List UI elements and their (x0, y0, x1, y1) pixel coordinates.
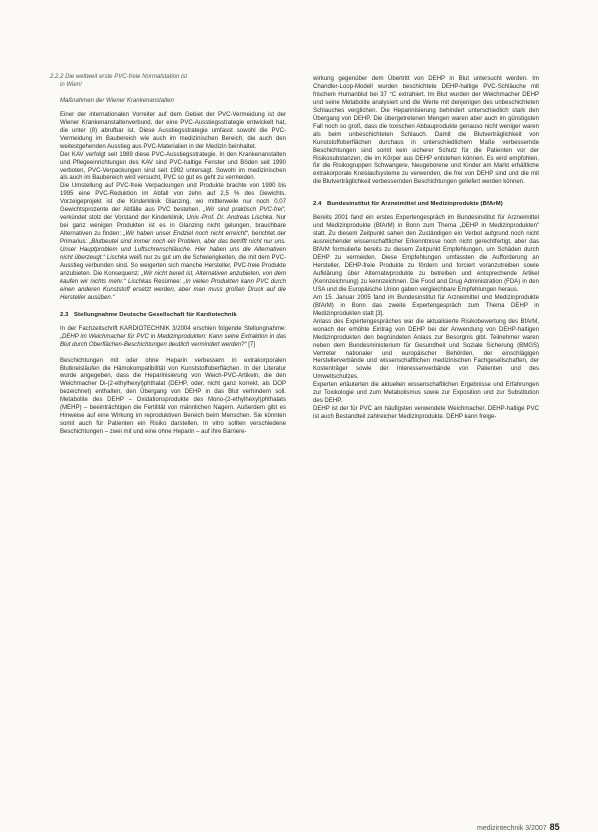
body-paragraph: Beschichtungen mit oder ohne Heparin verbessern in extrakorporalen Blutkreisläufen die Hämokompatibilität von Kunststoffoberflächen. In der Literatur wurde angegeben, dass die Heparinisierung von Weich-PVC-Artikeln, die den Weichmacher Di-(2-ethylhexyl)phthalat (DEHP, oder, nicht ganz korrekt, als DOP bezeichnet) enthalten, den Übergang von DEHP in das Blut verhindern soll. Metabolite des DEHP – Oxidationsprodukte des Mono-(2-ethylhexyl)phthalats (MEHP) – beeinträchtigen die Fertilität von männlichen Nagern. Außerdem gibt es Hinweise auf eine Wirkung im reproduktiven Bereich beim Menschen. Sie könnten somit auch für Patienten ein Risiko darstellen. In vitro sollten verschiedene Beschichtungen – zwei mit und eine ohne Heparin – auf ihre Barriere- (60, 357, 286, 436)
person-name: Univ.-Prof. Dr. Andreas Lischka (186, 215, 273, 222)
text-run: verkündet stolz der Vorstand der Kinderklinik, (60, 215, 187, 222)
section-2-4-heading (313, 201, 539, 209)
left-column (50, 74, 287, 437)
text-run: . Nur bei ganz wenigen Produkten ist es in Glanzing nicht gelungen, brauchbare Alternativen zu finden: (60, 215, 286, 238)
person-name: Lischka (106, 255, 128, 262)
reference: [7] (246, 341, 255, 348)
section-number: 2.4 (313, 201, 322, 208)
body-paragraph: Experten erläuterten die aktuellen wissenschaftlichen Ergebnisse und Erfahrungen zur Toxikologie und zum Metabolismus sowie zur Exposition und zur Substitution des DEHP. (313, 382, 539, 405)
quote: „Wir sind praktisch PVC-frei“, (203, 207, 286, 214)
page-number: 85 (549, 822, 560, 832)
text-run: Resümee: (151, 278, 184, 285)
body-paragraph-with-quotes (60, 183, 286, 302)
text-run: Die Umstellung auf PVC-freie Verpackungen und Produkte brachte von 1990 bis 1995 eine PVC-Reduktion im Abfall von zehn auf 2,5 % des Gewichts. Vorzeigeprojekt ist die Kinderklinik Glanzing, wo mittlerweile nur noch 0,07 Gewichtsprozente der Abfälle aus PVC bestehen. (60, 183, 286, 214)
text-run: weiß nur zu gut um die Schwierigkeiten, die mit dem PVC-Ausstieg verbunden sind. So weigerten sich manche Hersteller, PVC-freie Produkte anzubieten. Die Konsequenz: (60, 255, 287, 277)
section-2-2-2-heading-line1: 2.2.2 Die weltweit erste PVC-freie Normalstation ist (50, 74, 188, 80)
person-name: Lischkas (127, 278, 152, 285)
quote: „Wir nicht bereit ist, Alternativen anzubieten, von dem kaufen wir nichts mehr.“ (60, 270, 286, 285)
journal-name: medizintechnik 3/2007 (477, 825, 547, 832)
body-paragraph: Am 15. Januar 2005 fand im Bundesinstitut für Arzneimittel und Medizinprodukte (BfArM) in Bonn das zweite Expertengespräch zum Thema DEHP in Medizinprodukten statt [3]. (313, 294, 539, 317)
quote: „In vielen Produkten kann PVC durch einen anderen Kunststoff ersetzt werden, aber man muss großen Druck auf die Hersteller ausüben.“ (60, 278, 287, 301)
text-run: In der Fachzeitschrift KARDIOTECHNIK 3/2004 erschien folgende Stellungnahme: (60, 325, 286, 332)
section-2-2-2-heading-line2: in Wien! (60, 81, 82, 88)
body-paragraph: Der KAV verfolgt seit 1989 diese PVC-Ausstiegsstrategie. In den Krankenanstalten und Pflegeeinrichtungen des KAV sind PVC-haltige Fenster und Böden seit 1990 verboten, PVC-Verpackungen sind seit 1992 untersagt. Sowohl im medizinischen als auch im Baubereich wird versucht, PVC so gut es geht zu vermeiden. (60, 151, 286, 182)
page-footer (477, 822, 560, 832)
body-paragraph: wirkung gegenüber dem Übertritt von DEHP in Blut untersucht werden. Im Chandler-Loop-Modell wurden beschichtete DEHP-haltige PVC-Schläuche mit frischem Humanblut bei 37 °C extrahiert. Im Blut wurden der Weichmacher DEHP und seine Metabolite analysiert und die Werte mit denjenigen des unbeschichteten Schlauches verglichen. Die Heparinisierung behindert unterschiedlich stark den Übergang von DEHP. Die übergetretenen Mengen waren aber auch im günstigsten Fall noch so groß, dass die toxischen Abbauprodukte genauso nicht weniger waren als beim unbeschichteten Schlauch. Damit die Blutverträglichkeit von Kunststoffoberflächen durchaus in unterschiedlichem Maße verbessernde Beschichtungen sind somit kein sicherer Schutz für die Patienten vor der Risikosubstanzen, die im Körper aus DEHP entstehen können. Es wird empfohlen, für die Risikogruppen Schwangere, Neugeborene und Kinder am Markt erhältliche extrakorporale Kreislaufsysteme zu verwenden, die frei von DEHP sind und die mit die Blutverträglichkeit verbessernden Beschichtungen geliefert werden können. (313, 76, 539, 186)
body-paragraph: Einer der internationalen Vorreiter auf dem Gebiet der PVC-Vermeidung ist der Wiener Krankenanstaltenverbund, der eine PVC-Ausstiegsstrategie entwickelt hat, die unter (8) abrufbar ist. Diese Ausstiegsstrategie umfasst sowohl die PVC-Vermeidung im Baubereich wie auch im medizinischen Bereich, die auch den weitestgehenden Ausstieg aus PVC-Materialien in der Medizin beinhaltet. (60, 111, 286, 150)
quote: „DEHP im Weichmacher für PVC in Medizinprodukten: Kann seine Extraktion in das Blut durch Oberflächen-Beschichtungen deutlich vermindert werden?“ (60, 333, 286, 348)
section-title: Bundesinstitut für Arzneimittel und Medizinprodukte (BfArM) (327, 201, 503, 208)
quote: „Blutbeutel sind immer noch ein Problem, aber das betrifft nicht nur uns. Unser Hauptproblem und Luftschrenschläuche. Hier haben uns die Alternativen nicht überzeugt.“ (60, 239, 286, 262)
section-2-3-heading (60, 312, 286, 320)
quote: „Wir haben unser Endziel noch nicht erreicht“, (123, 231, 250, 238)
text-run: berichtet der Primarius: (60, 231, 287, 246)
section-number: 2.3 (60, 311, 69, 318)
body-paragraph: Bereits 2001 fand ein erstes Expertengespräch im Bundesinstitut für Arzneimittel und Medizinprodukte (BfArM) in Bonn zum Thema „DEHP in Medizinprodukten“ statt. Zu diesem Zeitpunkt sahen den Zuständigen ein Verbot aufgrund noch nicht ausreichender wissenschaftlicher Erkenntnisse noch nicht gerechtfertigt, aber das BfArM formulierte bereits zu diesem Zeitpunkt Empfehlungen, um Schäden durch DEHP zu vermeiden. Diese Empfehlungen umfassten die Aufforderung an Hersteller, DEHP-freie Produkte zu fördern und forciert voranzutreiben sowie Aufklärung über Alternativprodukte zu betreiben und entsprechende Artikel (Kennzeichnung) zu kennzeichnen. Die Food and Drug Administration (FDA) in den USA und die Europäische Union gaben vergleichbare Empfehlungen heraus. (313, 215, 539, 293)
body-paragraph-with-quote (60, 326, 286, 350)
body-paragraph: DEHP ist der für PVC am häufigsten verwendete Weichmacher. DEHP-haltige PVC ist auch Bestandteil zahlreicher Medizinprodukte. DEHP kann freige- (313, 406, 539, 421)
body-paragraph: Anlass des Expertengespräches war die aktualisierte Risikobewertung des BfArM, wonach der erhöhte Eintrag von DEHP bei der Anwendung von DEHP-haltigen Medizinprodukten den begründeten Anlass zur Besorgnis gibt. Teilnehmer waren neben dem Bundesministerium für Gesundheit und Soziale Sicherung (BMGS) Vertreter nationaler und europäischer Behörden, der einschlägigen Herstellerverbände und wissenschaftlichen medizinischen Fachgesellschaften, der Kostenträger sowie der Interessenverbände von Patienten und des Umweltschutzes. (313, 318, 539, 381)
section-sub-label: Maßnahmen der Wiener Krankenanstalten (60, 97, 174, 104)
section-title: Stellungnahme Deutsche Gesellschaft für Kardiotechnik (74, 311, 237, 318)
right-column (313, 76, 539, 422)
